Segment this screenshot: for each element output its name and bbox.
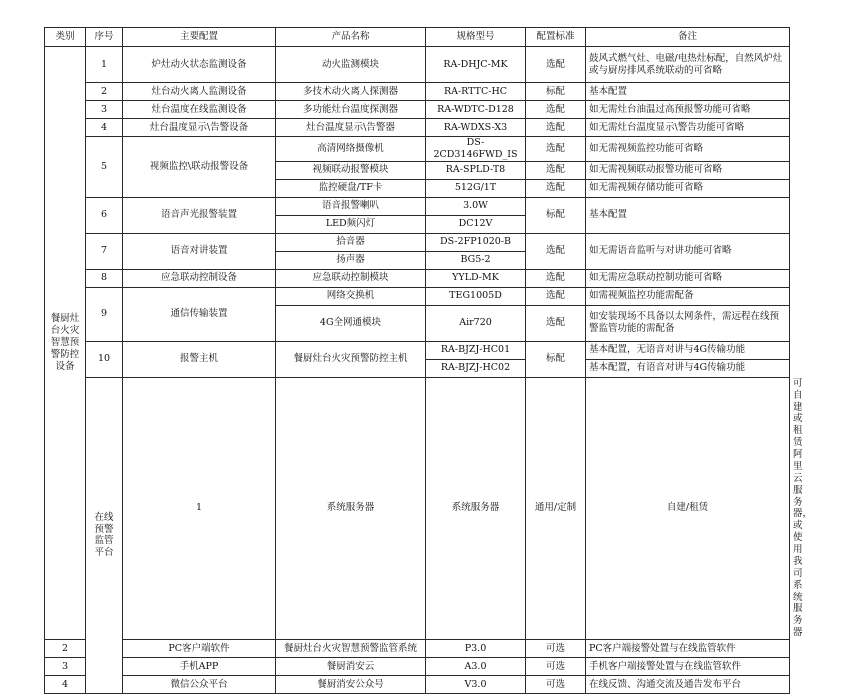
row-standard: 可选 bbox=[526, 658, 586, 676]
header-category: 类别 bbox=[45, 28, 86, 47]
row-note: PC客户端接警处置与在线监管软件 bbox=[586, 640, 790, 658]
row-product: 餐厨消安公众号 bbox=[276, 676, 426, 694]
row-model: RA-BJZJ-HC02 bbox=[426, 359, 526, 377]
row-note: 基本配置 bbox=[586, 83, 790, 101]
row-standard: 标配 bbox=[526, 197, 586, 233]
row-model: 512G/1T bbox=[426, 179, 526, 197]
row-product: 高清网络摄像机 bbox=[276, 137, 426, 162]
row-number: 10 bbox=[86, 341, 123, 377]
row-config: 语音对讲装置 bbox=[123, 233, 276, 269]
row-config: 应急联动控制设备 bbox=[123, 269, 276, 287]
row-number: 8 bbox=[86, 269, 123, 287]
table-row bbox=[45, 47, 790, 83]
row-model: RA-BJZJ-HC01 bbox=[426, 341, 526, 359]
row-standard: 选配 bbox=[526, 233, 586, 269]
row-note: 手机客户端接警处置与在线监管软件 bbox=[586, 658, 790, 676]
header-product-name: 产品名称 bbox=[276, 28, 426, 47]
row-standard: 选配 bbox=[526, 269, 586, 287]
row-note: 在线反馈、沟通交流及通告发布平台 bbox=[586, 676, 790, 694]
row-model: RA-SPLD-T8 bbox=[426, 161, 526, 179]
row-config: 视频监控\联动报警设备 bbox=[123, 137, 276, 198]
row-standard: 标配 bbox=[526, 83, 586, 101]
row-standard: 选配 bbox=[526, 287, 586, 305]
row-config: 灶台温度在线监测设备 bbox=[123, 101, 276, 119]
row-note: 鼓风式燃气灶、电磁/电热灶标配，自然风炉灶或与厨房排风系统联动的可省略 bbox=[586, 47, 790, 83]
table-row bbox=[45, 640, 790, 658]
row-standard: 选配 bbox=[526, 179, 586, 197]
row-standard: 标配 bbox=[526, 341, 586, 377]
row-product: 4G全网通模块 bbox=[276, 305, 426, 341]
config-table bbox=[44, 27, 813, 694]
row-config: 通信传输装置 bbox=[123, 287, 276, 341]
header-main-config: 主要配置 bbox=[123, 28, 276, 47]
row-product: 扬声器 bbox=[276, 251, 426, 269]
row-number: 4 bbox=[86, 119, 123, 137]
row-config: 微信公众平台 bbox=[123, 676, 276, 694]
header-standard: 配置标准 bbox=[526, 28, 586, 47]
row-config: 系统服务器 bbox=[276, 377, 426, 639]
table-row: 在线预警监管平台 1 系统服务器 系统服务器 通用/定制 自建/租赁 可自建或租赁阿里云服务器，或使用我司系统服务器 bbox=[45, 377, 790, 639]
row-model: RA-DHJC-MK bbox=[426, 47, 526, 83]
table-row bbox=[45, 137, 790, 162]
row-standard: 选配 bbox=[526, 305, 586, 341]
row-product: 拾音器 bbox=[276, 233, 426, 251]
row-standard: 自建/租赁 bbox=[586, 377, 790, 639]
row-model: 3.0W bbox=[426, 197, 526, 215]
row-number: 4 bbox=[45, 676, 86, 694]
row-note: 如无需灶台油温过高预报警功能可省略 bbox=[586, 101, 790, 119]
row-standard: 可选 bbox=[526, 676, 586, 694]
row-config: PC客户端软件 bbox=[123, 640, 276, 658]
row-product: 多技术动火离人探测器 bbox=[276, 83, 426, 101]
row-product: 餐厨灶台火灾预警防控主机 bbox=[276, 341, 426, 377]
row-model: DS-2FP1020-B bbox=[426, 233, 526, 251]
row-product: 应急联动控制模块 bbox=[276, 269, 426, 287]
row-number: 3 bbox=[45, 658, 86, 676]
header-note: 备注 bbox=[586, 28, 790, 47]
row-product: 动火监测模块 bbox=[276, 47, 426, 83]
row-note: 如安装现场不具备以太网条件，需远程在线预警监管功能的需配备 bbox=[586, 305, 790, 341]
row-product: 餐厨消安云 bbox=[276, 658, 426, 676]
row-note: 基本配置，有语音对讲与4G传输功能 bbox=[586, 359, 790, 377]
row-model: BG5-2 bbox=[426, 251, 526, 269]
table-row bbox=[45, 676, 790, 694]
row-note: 如无需视频联动报警功能可省略 bbox=[586, 161, 790, 179]
row-number: 7 bbox=[86, 233, 123, 269]
watermark: ​ bbox=[30, 40, 49, 129]
row-product: 监控硬盘/TF卡 bbox=[276, 179, 426, 197]
row-standard: 选配 bbox=[526, 47, 586, 83]
row-note: 基本配置，无语音对讲与4G传输功能 bbox=[586, 341, 790, 359]
row-note: 如无需应急联动控制功能可省略 bbox=[586, 269, 790, 287]
row-number: 6 bbox=[86, 197, 123, 233]
table-row bbox=[45, 233, 790, 251]
row-product: 多功能灶台温度探测器 bbox=[276, 101, 426, 119]
config-table-container bbox=[44, 27, 813, 694]
table-row bbox=[45, 269, 790, 287]
row-standard: 选配 bbox=[526, 161, 586, 179]
row-product: 语音报警喇叭 bbox=[276, 197, 426, 215]
table-row bbox=[45, 101, 790, 119]
row-model: RA-RTTC-HC bbox=[426, 83, 526, 101]
header-model: 规格型号 bbox=[426, 28, 526, 47]
row-model: DS-2CD3146FWD_IS bbox=[426, 137, 526, 162]
row-number: 2 bbox=[45, 640, 86, 658]
row-note: 如无需灶台温度显示\警告功能可省略 bbox=[586, 119, 790, 137]
table-row bbox=[45, 83, 790, 101]
category-cell: 在线预警监管平台 bbox=[86, 377, 123, 693]
row-model: RA-WDXS-X3 bbox=[426, 119, 526, 137]
row-config: 灶台动火离人监测设备 bbox=[123, 83, 276, 101]
row-model: V3.0 bbox=[426, 676, 526, 694]
row-model: Air720 bbox=[426, 305, 526, 341]
row-note: 基本配置 bbox=[586, 197, 790, 233]
row-product: 灶台温度显示\告警器 bbox=[276, 119, 426, 137]
row-standard: 选配 bbox=[526, 137, 586, 162]
row-note: 如无需语音监听与对讲功能可省略 bbox=[586, 233, 790, 269]
row-product: LED频闪灯 bbox=[276, 215, 426, 233]
table-header-row bbox=[45, 28, 790, 47]
row-config: 手机APP bbox=[123, 658, 276, 676]
row-standard: 可选 bbox=[526, 640, 586, 658]
table-row bbox=[45, 197, 790, 215]
header-number: 序号 bbox=[86, 28, 123, 47]
row-number: 1 bbox=[123, 377, 276, 639]
row-standard: 选配 bbox=[526, 101, 586, 119]
row-config: 报警主机 bbox=[123, 341, 276, 377]
row-note: 如需视频监控功能需配备 bbox=[586, 287, 790, 305]
row-product: 视频联动报警模块 bbox=[276, 161, 426, 179]
row-note: 如无需视频存储功能可省略 bbox=[586, 179, 790, 197]
row-model: YYLD-MK bbox=[426, 269, 526, 287]
row-number: 5 bbox=[86, 137, 123, 198]
row-standard: 选配 bbox=[526, 119, 586, 137]
row-model: TEG1005D bbox=[426, 287, 526, 305]
row-config: 灶台温度显示\告警设备 bbox=[123, 119, 276, 137]
row-note: 如无需视频监控功能可省略 bbox=[586, 137, 790, 162]
row-model: DC12V bbox=[426, 215, 526, 233]
row-model: 通用/定制 bbox=[526, 377, 586, 639]
row-config: 语音声光报警装置 bbox=[123, 197, 276, 233]
row-model: P3.0 bbox=[426, 640, 526, 658]
row-number: 9 bbox=[86, 287, 123, 341]
table-row bbox=[45, 658, 790, 676]
row-config: 炉灶动火状态监测设备 bbox=[123, 47, 276, 83]
row-number: 1 bbox=[86, 47, 123, 83]
category-cell: 餐厨灶台火灾智慧预警防控设备 bbox=[45, 47, 86, 640]
table-row bbox=[45, 341, 790, 359]
row-product: 系统服务器 bbox=[426, 377, 526, 639]
row-number: 3 bbox=[86, 101, 123, 119]
table-row bbox=[45, 287, 790, 305]
row-number: 2 bbox=[86, 83, 123, 101]
row-model: A3.0 bbox=[426, 658, 526, 676]
row-product: 餐厨灶台火灾智慧预警监管系统 bbox=[276, 640, 426, 658]
row-model: RA-WDTC-D128 bbox=[426, 101, 526, 119]
table-row bbox=[45, 119, 790, 137]
row-product: 网络交换机 bbox=[276, 287, 426, 305]
